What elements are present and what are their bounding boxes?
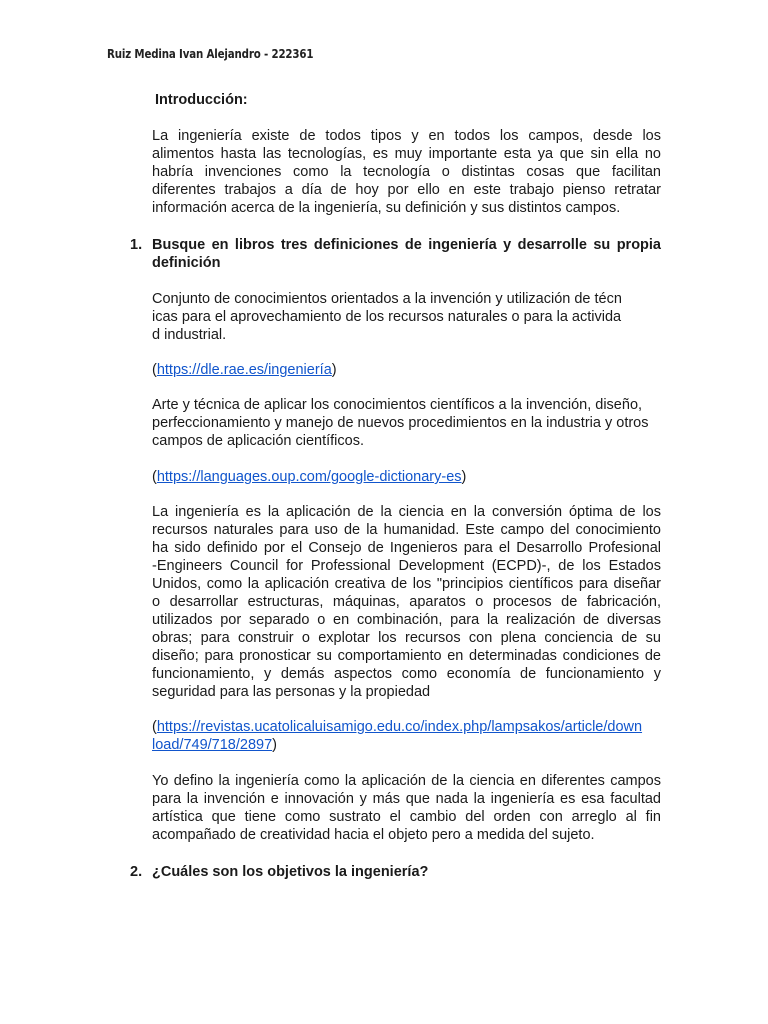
- question-1-text: [152, 236, 661, 272]
- definition-1-source: [152, 361, 661, 379]
- definition-2-source: [152, 468, 661, 486]
- definition-1-paragraph: [152, 290, 661, 344]
- intro-line: diferentes trabajos a día de hoy por ello en este trabajo pienso retratar: [152, 182, 661, 198]
- definition-3-line: o desarrollar estructuras, máquinas, aparatos o procesos de fabricación,: [152, 594, 661, 610]
- definition-2-line: campos de aplicación científicos.: [152, 433, 364, 449]
- question-2-text: [152, 863, 661, 881]
- definition-3-line: Unidos, como la aplicación creativa de los "principios científicos para diseñar: [152, 576, 661, 592]
- intro-paragraph: [152, 127, 661, 217]
- definition-3-line: ha sido definido por el Consejo de Ingenieros para el Desarrollo Profesional: [152, 540, 661, 556]
- definition-3-source: [152, 718, 661, 754]
- own-definition-line: Yo defino la ingeniería como la aplicación de la ciencia en diferentes campos: [152, 773, 661, 789]
- source-open-paren: (: [152, 719, 157, 735]
- intro-heading: Introducción:: [155, 92, 248, 108]
- definition-3-line: -Engineers Council for Professional Development (ECPD)-, de los Estados: [152, 558, 661, 574]
- definition-3-paragraph: [152, 503, 661, 701]
- definition-3-line: utilizados por separado o en combinación, para la realización de diversas: [152, 612, 661, 628]
- definition-1-line: icas para el aprovechamiento de los recursos naturales o para la activida: [152, 309, 622, 325]
- source-close-paren: ): [331, 362, 337, 378]
- definition-1-line: Conjunto de conocimientos orientados a la invención y utilización de técn: [152, 291, 622, 307]
- intro-line: La ingeniería existe de todos tipos y en todos los campos, desde los: [152, 128, 661, 144]
- own-definition-line: acompañado de creatividad hacia el objeto pero a medida del sujeto.: [152, 827, 595, 843]
- definition-3-line: recursos naturales para uso de la humanidad. Este campo del conocimiento: [152, 522, 661, 538]
- definition-3-line: seguridad para las personas y la propiedad: [152, 684, 431, 700]
- definition-3-line: obras; para construir o explotar los recursos con plena conciencia de su: [152, 630, 661, 646]
- question-1-line: Busque en libros tres definiciones de ingeniería y desarrolle su propia: [152, 237, 661, 253]
- definition-3-line: La ingeniería es la aplicación de la ciencia en la conversión óptima de los: [152, 504, 661, 520]
- source-close-paren: ): [272, 737, 277, 753]
- source-open-paren: (: [152, 362, 157, 378]
- own-definition-line: artística que tiene como sustrato el cambio del orden con arreglo al fin: [152, 809, 661, 825]
- own-definition-line: para la invención e innovación y más que nada la ingeniería es esa facultad: [152, 791, 661, 807]
- source-close-paren: ): [461, 469, 467, 485]
- author-header: Ruiz Medina Ivan Alejandro - 222361: [107, 46, 314, 61]
- definition-3-line: diseño; para pronosticar su comportamiento en determinadas condiciones de: [152, 648, 661, 664]
- definition-2-paragraph: [152, 396, 661, 450]
- intro-line: habría invenciones como la tecnología o distintas cosas que facilitan: [152, 164, 661, 180]
- definition-3-line: funcionamiento, y demás aspectos como economía de funcionamiento y: [152, 666, 661, 682]
- oup-source-link[interactable]: https://languages.oup.com/google-dictionary-es: [156, 469, 462, 485]
- own-definition-paragraph: [152, 772, 661, 844]
- question-1-number: 1.: [130, 237, 143, 253]
- question-2-line: ¿Cuáles son los objetivos la ingeniería?: [152, 864, 429, 880]
- definition-1-line: d industrial.: [152, 327, 227, 343]
- intro-line: alimentos hasta las tecnologías, es muy importante esta ya que sin ella no: [152, 146, 661, 162]
- question-1-line: definición: [152, 255, 221, 271]
- intro-line: información acerca de la ingeniería, su definición y sus distintos campos.: [152, 200, 621, 216]
- revistas-source-link[interactable]: https://revistas.ucatolicaluisamigo.edu.co/index.php/lampsakos/article/down: [156, 719, 643, 735]
- definition-2-line: Arte y técnica de aplicar los conocimientos científicos a la invención, diseño,: [152, 397, 643, 413]
- definition-2-line: perfeccionamiento y manejo de nuevos procedimientos en la industria y otros: [152, 415, 649, 431]
- rae-source-link[interactable]: https://dle.rae.es/ingeniería: [156, 362, 332, 378]
- source-open-paren: (: [152, 469, 157, 485]
- question-2-number: 2.: [130, 864, 143, 880]
- revistas-source-link-continued[interactable]: load/749/718/2897: [152, 737, 273, 753]
